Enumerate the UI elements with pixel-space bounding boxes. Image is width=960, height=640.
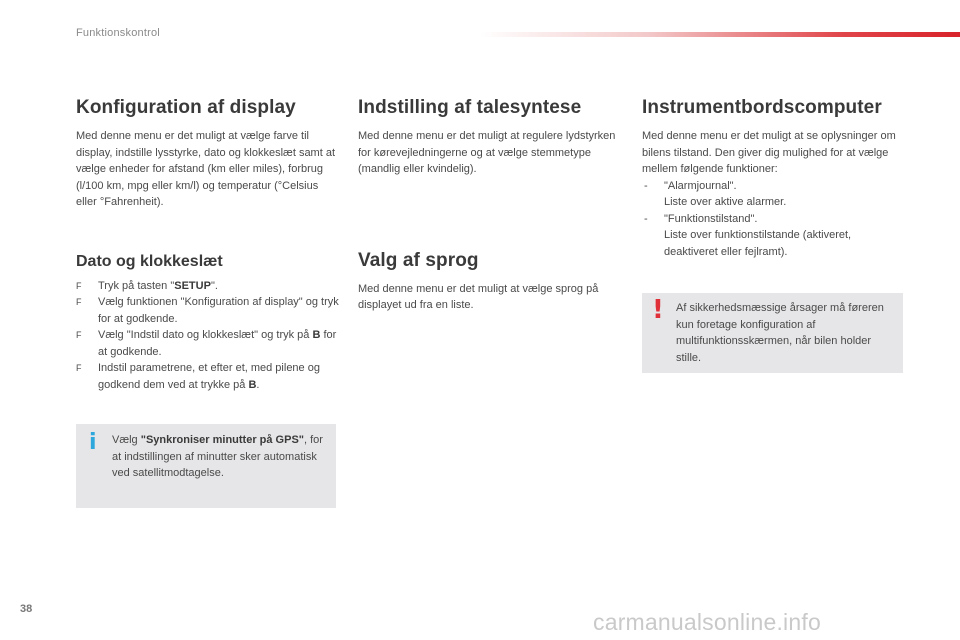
title-language: Valg af sprog: [358, 249, 479, 271]
step-marker-icon: F: [76, 280, 82, 291]
date-time-steps: [76, 278, 342, 394]
title-trip-computer: Instrumentbordscomputer: [642, 97, 882, 118]
step-marker-icon: F: [76, 363, 82, 373]
language-body: Med denne menu er det muligt at vælge sprog på displayet ud fra en liste.: [358, 282, 599, 311]
step-item: F Tryk på tasten "SETUP".: [76, 278, 342, 295]
list-item: - "Alarmjournal". Liste over aktive alarmer.: [644, 179, 787, 208]
trip-computer-body: Med denne menu er det muligt at se oplysninger om bilens tilstand. Den giver dig mulighed for at vælge mellem følgende funktioner:: [642, 130, 896, 175]
section-header: Funktionskontrol: [76, 27, 160, 39]
warning-note: [642, 293, 903, 373]
speech-synthesis-body: Med denne menu er det muligt at regulere lydstyrken for kørevejledningerne og at vælge stemmetype (mandlig eller kvindelig).: [358, 130, 616, 175]
page-number: 38: [20, 603, 33, 615]
warning-note-text: Af sikkerhedsmæssige årsager må føreren kun foretage konfiguration af multifunktionsskærmen, når bilen holder stille.: [676, 302, 884, 364]
watermark: carmanualsonline.info: [593, 609, 821, 635]
step-marker-icon: F: [76, 330, 82, 340]
header-accent-bar: [480, 32, 960, 37]
title-display-config: Konfiguration af display: [76, 97, 296, 118]
setup-key-label: SETUP: [174, 279, 211, 292]
warning-icon: !: [652, 295, 664, 325]
title-speech-synthesis: Indstilling af talesyntese: [358, 97, 582, 118]
info-note-text: Vælg "Synkroniser minutter på GPS", for at indstillingen af minutter sker automatisk ved satellitmodtagelse.: [112, 434, 323, 479]
info-note: [76, 424, 336, 508]
step-item: F Vælg funktionen "Konfiguration af display" og tryk for at godkende.: [76, 296, 339, 325]
list-item: - "Funktionstilstand". Liste over funktionstilstande (aktiveret, deaktiveret eller fejlramt).: [644, 212, 852, 258]
display-config-body: Med denne menu er det muligt at vælge farve til display, indstille lysstyrke, dato og klokkeslæt samt at vælge enheder for afstand (km eller miles), forbrug (l/100 km, mpg eller km/l) og temperatur (°Celsius eller °Fahrenheit).: [76, 130, 336, 208]
column-display-config: [76, 96, 342, 393]
subtitle-date-time: Dato og klokkeslæt: [76, 252, 223, 270]
column-trip-computer: [642, 96, 904, 260]
step-marker-icon: F: [76, 297, 82, 307]
step-item: F Indstil parametrene, et efter et, med pilene og godkend dem ved at trykke på B.: [76, 362, 320, 391]
step-item: F Vælg "Indstil dato og klokkeslæt" og tryk på B for at godkende.: [76, 329, 337, 358]
trip-computer-functions: [642, 178, 904, 261]
info-icon: i: [89, 430, 97, 455]
column-voice-language: [358, 96, 624, 314]
